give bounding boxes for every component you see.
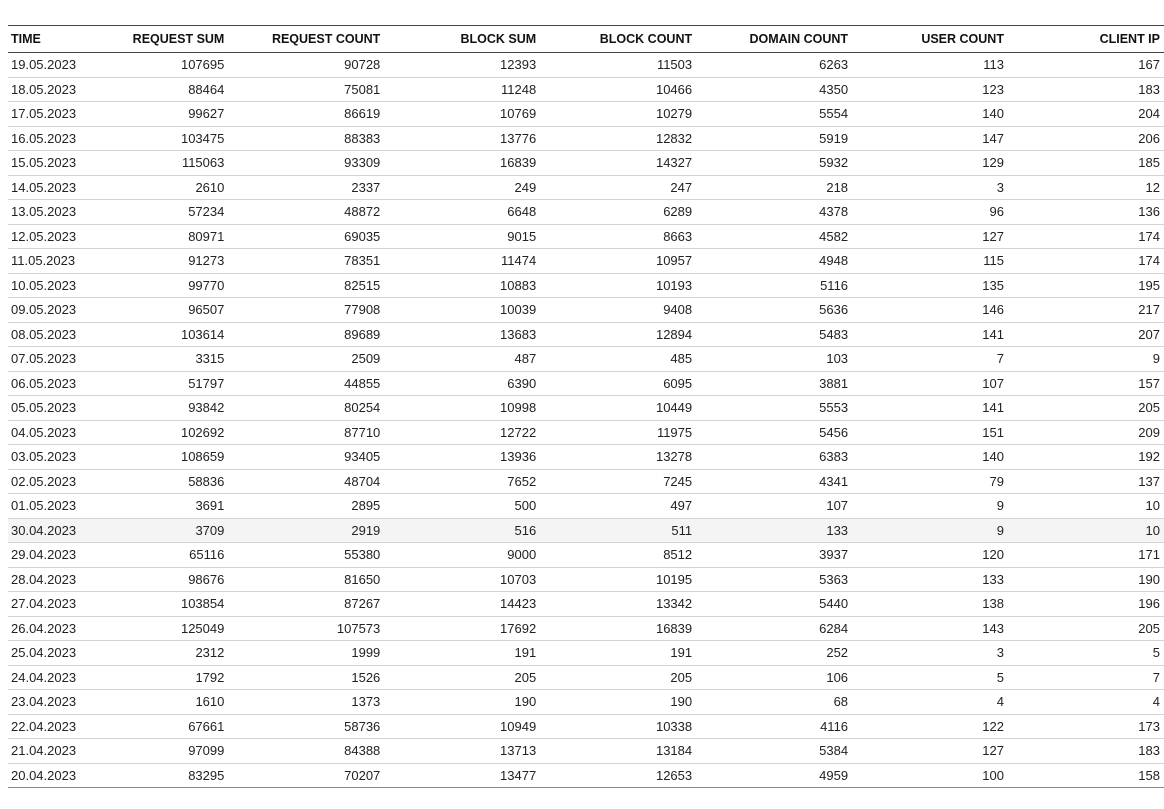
cell-client-ip: 190 [1008, 567, 1164, 592]
cell-client-ip: 195 [1008, 273, 1164, 298]
cell-request-sum: 107695 [102, 53, 229, 78]
cell-block-sum: 13713 [384, 739, 540, 764]
cell-request-count: 87267 [228, 592, 384, 617]
cell-request-sum: 96507 [102, 298, 229, 323]
cell-block-sum: 6648 [384, 200, 540, 225]
cell-time: 14.05.2023 [8, 175, 102, 200]
cell-block-sum: 10703 [384, 567, 540, 592]
table-row[interactable] [8, 543, 1164, 568]
cell-client-ip: 185 [1008, 151, 1164, 176]
cell-request-sum: 91273 [102, 249, 229, 274]
table-row[interactable] [8, 347, 1164, 372]
table-row[interactable] [8, 690, 1164, 715]
cell-user-count: 5 [852, 665, 1008, 690]
cell-time: 10.05.2023 [8, 273, 102, 298]
cell-domain-count: 5440 [696, 592, 852, 617]
cell-client-ip: 174 [1008, 249, 1164, 274]
cell-time: 16.05.2023 [8, 126, 102, 151]
cell-block-sum: 516 [384, 518, 540, 543]
cell-time: 13.05.2023 [8, 200, 102, 225]
cell-client-ip: 209 [1008, 420, 1164, 445]
cell-user-count: 113 [852, 53, 1008, 78]
cell-request-count: 93405 [228, 445, 384, 470]
cell-user-count: 96 [852, 200, 1008, 225]
cell-user-count: 140 [852, 102, 1008, 127]
cell-time: 29.04.2023 [8, 543, 102, 568]
cell-block-count: 11503 [540, 53, 696, 78]
table-row[interactable] [8, 494, 1164, 519]
cell-request-sum: 67661 [102, 714, 229, 739]
cell-user-count: 129 [852, 151, 1008, 176]
cell-block-sum: 12393 [384, 53, 540, 78]
cell-client-ip: 207 [1008, 322, 1164, 347]
table-row[interactable] [8, 371, 1164, 396]
cell-client-ip: 183 [1008, 77, 1164, 102]
cell-client-ip: 171 [1008, 543, 1164, 568]
cell-request-count: 82515 [228, 273, 384, 298]
cell-client-ip: 192 [1008, 445, 1164, 470]
table-row[interactable] [8, 567, 1164, 592]
cell-time: 07.05.2023 [8, 347, 102, 372]
cell-block-sum: 13683 [384, 322, 540, 347]
cell-request-sum: 102692 [102, 420, 229, 445]
cell-domain-count: 5554 [696, 102, 852, 127]
cell-request-count: 2337 [228, 175, 384, 200]
table-row[interactable] [8, 200, 1164, 225]
table-row[interactable] [8, 77, 1164, 102]
cell-request-count: 2895 [228, 494, 384, 519]
cell-time: 11.05.2023 [8, 249, 102, 274]
cell-user-count: 79 [852, 469, 1008, 494]
cell-domain-count: 5932 [696, 151, 852, 176]
cell-domain-count: 5116 [696, 273, 852, 298]
cell-time: 27.04.2023 [8, 592, 102, 617]
cell-block-sum: 9000 [384, 543, 540, 568]
cell-request-sum: 88464 [102, 77, 229, 102]
cell-time: 24.04.2023 [8, 665, 102, 690]
cell-user-count: 3 [852, 641, 1008, 666]
stats-table-container [8, 25, 1164, 788]
cell-request-count: 78351 [228, 249, 384, 274]
cell-client-ip: 206 [1008, 126, 1164, 151]
cell-block-sum: 13477 [384, 763, 540, 788]
cell-block-count: 11975 [540, 420, 696, 445]
cell-block-sum: 12722 [384, 420, 540, 445]
cell-block-sum: 10769 [384, 102, 540, 127]
cell-domain-count: 68 [696, 690, 852, 715]
cell-request-sum: 125049 [102, 616, 229, 641]
cell-domain-count: 4350 [696, 77, 852, 102]
cell-user-count: 151 [852, 420, 1008, 445]
cell-request-count: 2509 [228, 347, 384, 372]
column-header-client-ip[interactable]: CLIENT IP [1008, 26, 1164, 53]
cell-user-count: 120 [852, 543, 1008, 568]
table-row[interactable] [8, 53, 1164, 78]
cell-block-count: 9408 [540, 298, 696, 323]
cell-request-count: 55380 [228, 543, 384, 568]
cell-user-count: 133 [852, 567, 1008, 592]
cell-block-count: 12832 [540, 126, 696, 151]
cell-block-count: 10957 [540, 249, 696, 274]
cell-user-count: 107 [852, 371, 1008, 396]
cell-block-count: 12894 [540, 322, 696, 347]
cell-block-sum: 190 [384, 690, 540, 715]
cell-user-count: 141 [852, 396, 1008, 421]
column-header-block-count[interactable]: BLOCK COUNT [540, 26, 696, 53]
cell-client-ip: 174 [1008, 224, 1164, 249]
cell-time: 04.05.2023 [8, 420, 102, 445]
cell-request-sum: 99627 [102, 102, 229, 127]
cell-client-ip: 196 [1008, 592, 1164, 617]
cell-block-sum: 6390 [384, 371, 540, 396]
cell-block-count: 13278 [540, 445, 696, 470]
table-row[interactable] [8, 518, 1164, 543]
cell-domain-count: 106 [696, 665, 852, 690]
cell-request-sum: 83295 [102, 763, 229, 788]
cell-user-count: 143 [852, 616, 1008, 641]
cell-request-count: 48872 [228, 200, 384, 225]
cell-time: 02.05.2023 [8, 469, 102, 494]
cell-request-sum: 103475 [102, 126, 229, 151]
cell-request-count: 1526 [228, 665, 384, 690]
table-row[interactable] [8, 396, 1164, 421]
cell-domain-count: 252 [696, 641, 852, 666]
cell-block-sum: 500 [384, 494, 540, 519]
table-row[interactable] [8, 298, 1164, 323]
cell-block-count: 14327 [540, 151, 696, 176]
table-row[interactable] [8, 224, 1164, 249]
cell-time: 28.04.2023 [8, 567, 102, 592]
cell-request-sum: 2610 [102, 175, 229, 200]
cell-block-sum: 191 [384, 641, 540, 666]
cell-domain-count: 218 [696, 175, 852, 200]
table-row[interactable] [8, 641, 1164, 666]
cell-block-count: 13184 [540, 739, 696, 764]
table-header [8, 26, 1164, 53]
cell-block-sum: 487 [384, 347, 540, 372]
cell-time: 18.05.2023 [8, 77, 102, 102]
table-row[interactable] [8, 273, 1164, 298]
cell-request-sum: 98676 [102, 567, 229, 592]
cell-client-ip: 183 [1008, 739, 1164, 764]
cell-domain-count: 6263 [696, 53, 852, 78]
cell-request-sum: 3691 [102, 494, 229, 519]
cell-block-sum: 205 [384, 665, 540, 690]
cell-domain-count: 107 [696, 494, 852, 519]
cell-domain-count: 3937 [696, 543, 852, 568]
table-row[interactable] [8, 445, 1164, 470]
cell-block-count: 10338 [540, 714, 696, 739]
cell-time: 30.04.2023 [8, 518, 102, 543]
cell-client-ip: 10 [1008, 518, 1164, 543]
cell-request-count: 1999 [228, 641, 384, 666]
table-row[interactable] [8, 714, 1164, 739]
cell-domain-count: 3881 [696, 371, 852, 396]
cell-request-count: 2919 [228, 518, 384, 543]
cell-request-sum: 80971 [102, 224, 229, 249]
cell-block-count: 190 [540, 690, 696, 715]
cell-domain-count: 4378 [696, 200, 852, 225]
cell-request-count: 86619 [228, 102, 384, 127]
table-row[interactable] [8, 763, 1164, 788]
cell-block-sum: 11248 [384, 77, 540, 102]
cell-client-ip: 5 [1008, 641, 1164, 666]
cell-domain-count: 5384 [696, 739, 852, 764]
cell-time: 22.04.2023 [8, 714, 102, 739]
cell-block-count: 511 [540, 518, 696, 543]
cell-domain-count: 133 [696, 518, 852, 543]
cell-domain-count: 5553 [696, 396, 852, 421]
table-row[interactable] [8, 616, 1164, 641]
column-header-user-count[interactable]: USER COUNT [852, 26, 1008, 53]
cell-time: 21.04.2023 [8, 739, 102, 764]
table-body [8, 53, 1164, 788]
cell-block-sum: 9015 [384, 224, 540, 249]
cell-time: 15.05.2023 [8, 151, 102, 176]
cell-block-sum: 249 [384, 175, 540, 200]
cell-request-sum: 3315 [102, 347, 229, 372]
table-row[interactable] [8, 665, 1164, 690]
cell-domain-count: 5456 [696, 420, 852, 445]
table-row[interactable] [8, 102, 1164, 127]
cell-block-sum: 13936 [384, 445, 540, 470]
column-header-request-count[interactable]: REQUEST COUNT [228, 26, 384, 53]
cell-time: 17.05.2023 [8, 102, 102, 127]
cell-request-sum: 3709 [102, 518, 229, 543]
cell-request-count: 89689 [228, 322, 384, 347]
cell-request-sum: 57234 [102, 200, 229, 225]
cell-client-ip: 7 [1008, 665, 1164, 690]
table-row[interactable] [8, 322, 1164, 347]
cell-block-sum: 7652 [384, 469, 540, 494]
cell-time: 26.04.2023 [8, 616, 102, 641]
cell-domain-count: 4948 [696, 249, 852, 274]
cell-user-count: 3 [852, 175, 1008, 200]
cell-time: 03.05.2023 [8, 445, 102, 470]
cell-block-count: 10449 [540, 396, 696, 421]
cell-block-sum: 16839 [384, 151, 540, 176]
cell-client-ip: 10 [1008, 494, 1164, 519]
table-row[interactable] [8, 175, 1164, 200]
cell-user-count: 9 [852, 494, 1008, 519]
cell-time: 05.05.2023 [8, 396, 102, 421]
cell-block-count: 191 [540, 641, 696, 666]
cell-user-count: 7 [852, 347, 1008, 372]
cell-block-sum: 10949 [384, 714, 540, 739]
cell-request-sum: 99770 [102, 273, 229, 298]
cell-block-count: 16839 [540, 616, 696, 641]
cell-block-count: 10195 [540, 567, 696, 592]
cell-time: 25.04.2023 [8, 641, 102, 666]
cell-block-sum: 11474 [384, 249, 540, 274]
cell-block-count: 12653 [540, 763, 696, 788]
cell-request-count: 58736 [228, 714, 384, 739]
cell-request-sum: 103614 [102, 322, 229, 347]
cell-block-count: 247 [540, 175, 696, 200]
cell-request-count: 1373 [228, 690, 384, 715]
cell-block-count: 13342 [540, 592, 696, 617]
column-header-domain-count[interactable]: DOMAIN COUNT [696, 26, 852, 53]
cell-time: 20.04.2023 [8, 763, 102, 788]
cell-client-ip: 205 [1008, 396, 1164, 421]
cell-client-ip: 217 [1008, 298, 1164, 323]
cell-request-sum: 93842 [102, 396, 229, 421]
cell-block-count: 10279 [540, 102, 696, 127]
cell-request-sum: 2312 [102, 641, 229, 666]
cell-request-count: 93309 [228, 151, 384, 176]
cell-domain-count: 5363 [696, 567, 852, 592]
cell-time: 23.04.2023 [8, 690, 102, 715]
cell-request-count: 69035 [228, 224, 384, 249]
cell-request-count: 75081 [228, 77, 384, 102]
cell-request-count: 81650 [228, 567, 384, 592]
cell-domain-count: 5483 [696, 322, 852, 347]
cell-domain-count: 4341 [696, 469, 852, 494]
cell-block-count: 7245 [540, 469, 696, 494]
cell-client-ip: 205 [1008, 616, 1164, 641]
cell-request-sum: 108659 [102, 445, 229, 470]
cell-time: 08.05.2023 [8, 322, 102, 347]
table-row[interactable] [8, 469, 1164, 494]
cell-user-count: 100 [852, 763, 1008, 788]
cell-block-sum: 10039 [384, 298, 540, 323]
cell-request-sum: 65116 [102, 543, 229, 568]
stats-table [8, 25, 1164, 788]
cell-block-count: 485 [540, 347, 696, 372]
header-row [8, 26, 1164, 53]
cell-block-sum: 14423 [384, 592, 540, 617]
cell-request-count: 70207 [228, 763, 384, 788]
cell-request-count: 80254 [228, 396, 384, 421]
cell-client-ip: 4 [1008, 690, 1164, 715]
cell-block-count: 10466 [540, 77, 696, 102]
cell-client-ip: 157 [1008, 371, 1164, 396]
cell-request-count: 84388 [228, 739, 384, 764]
cell-time: 19.05.2023 [8, 53, 102, 78]
table-row[interactable] [8, 739, 1164, 764]
cell-block-count: 8663 [540, 224, 696, 249]
cell-request-sum: 51797 [102, 371, 229, 396]
cell-client-ip: 136 [1008, 200, 1164, 225]
cell-time: 09.05.2023 [8, 298, 102, 323]
table-row[interactable] [8, 126, 1164, 151]
cell-user-count: 115 [852, 249, 1008, 274]
cell-block-sum: 10998 [384, 396, 540, 421]
cell-block-count: 10193 [540, 273, 696, 298]
cell-block-count: 6289 [540, 200, 696, 225]
cell-block-sum: 13776 [384, 126, 540, 151]
cell-domain-count: 5919 [696, 126, 852, 151]
cell-request-count: 87710 [228, 420, 384, 445]
cell-client-ip: 158 [1008, 763, 1164, 788]
column-header-block-sum[interactable]: BLOCK SUM [384, 26, 540, 53]
cell-time: 06.05.2023 [8, 371, 102, 396]
cell-block-count: 8512 [540, 543, 696, 568]
table-row[interactable] [8, 592, 1164, 617]
cell-client-ip: 137 [1008, 469, 1164, 494]
cell-domain-count: 5636 [696, 298, 852, 323]
cell-request-count: 90728 [228, 53, 384, 78]
cell-user-count: 127 [852, 224, 1008, 249]
cell-request-count: 77908 [228, 298, 384, 323]
cell-request-sum: 1610 [102, 690, 229, 715]
cell-request-count: 44855 [228, 371, 384, 396]
cell-user-count: 147 [852, 126, 1008, 151]
cell-user-count: 135 [852, 273, 1008, 298]
cell-request-count: 107573 [228, 616, 384, 641]
cell-user-count: 122 [852, 714, 1008, 739]
cell-domain-count: 4582 [696, 224, 852, 249]
cell-time: 01.05.2023 [8, 494, 102, 519]
cell-user-count: 4 [852, 690, 1008, 715]
cell-user-count: 9 [852, 518, 1008, 543]
cell-client-ip: 12 [1008, 175, 1164, 200]
cell-block-count: 6095 [540, 371, 696, 396]
cell-block-sum: 10883 [384, 273, 540, 298]
cell-user-count: 127 [852, 739, 1008, 764]
cell-time: 12.05.2023 [8, 224, 102, 249]
column-header-request-sum[interactable]: REQUEST SUM [102, 26, 229, 53]
cell-user-count: 146 [852, 298, 1008, 323]
cell-request-count: 48704 [228, 469, 384, 494]
cell-domain-count: 6284 [696, 616, 852, 641]
cell-block-count: 205 [540, 665, 696, 690]
cell-user-count: 141 [852, 322, 1008, 347]
cell-user-count: 138 [852, 592, 1008, 617]
cell-request-sum: 58836 [102, 469, 229, 494]
cell-client-ip: 173 [1008, 714, 1164, 739]
cell-client-ip: 167 [1008, 53, 1164, 78]
cell-request-count: 88383 [228, 126, 384, 151]
cell-user-count: 140 [852, 445, 1008, 470]
cell-request-sum: 97099 [102, 739, 229, 764]
table-row[interactable] [8, 151, 1164, 176]
cell-request-sum: 1792 [102, 665, 229, 690]
cell-block-sum: 17692 [384, 616, 540, 641]
cell-user-count: 123 [852, 77, 1008, 102]
cell-domain-count: 4959 [696, 763, 852, 788]
column-header-time[interactable]: TIME [8, 26, 102, 53]
table-row[interactable] [8, 420, 1164, 445]
cell-domain-count: 6383 [696, 445, 852, 470]
table-row[interactable] [8, 249, 1164, 274]
cell-client-ip: 9 [1008, 347, 1164, 372]
cell-client-ip: 204 [1008, 102, 1164, 127]
cell-request-sum: 103854 [102, 592, 229, 617]
cell-domain-count: 4116 [696, 714, 852, 739]
cell-block-count: 497 [540, 494, 696, 519]
cell-request-sum: 115063 [102, 151, 229, 176]
cell-domain-count: 103 [696, 347, 852, 372]
